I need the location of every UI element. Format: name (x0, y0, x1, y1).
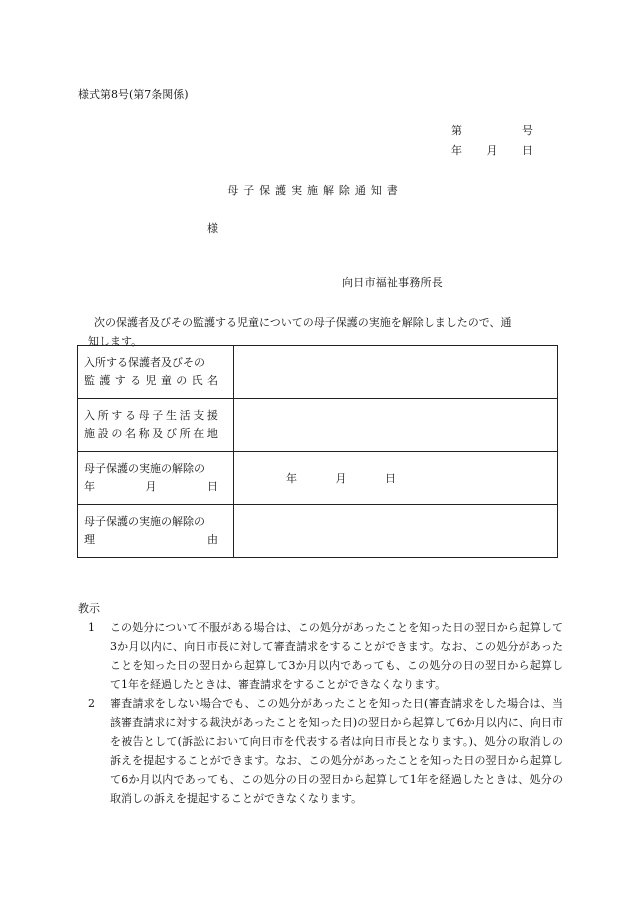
list-item (88, 694, 563, 808)
label-line-justified (84, 425, 218, 443)
label-char: 氏 (191, 374, 203, 387)
label-char: 援 (206, 409, 218, 422)
label-line-justified (84, 407, 218, 425)
note-text: この処分について不服がある場合は、この処分があったことを知った日の翌日から起算して3か月以内に、向日市長に対して審査請求をすることができます。なお、この処分があったことを知った日の翌日から起算して3か月以内であっても、この処分の日の翌日から起算して1年を経過したときは、審査請求をすることができなくなります。 (110, 621, 563, 691)
date-month: 月 (486, 144, 498, 157)
notes-list (88, 618, 563, 808)
doc-number-suffix: 号 (522, 124, 533, 137)
document-title: 母子保護実施解除通知書 (227, 184, 403, 197)
document-number (451, 122, 533, 138)
label-char: る (130, 374, 142, 387)
sender-name: 向日市福祉事務所長 (342, 276, 443, 289)
doc-number-prefix: 第 (451, 124, 462, 137)
note-text: 審査請求をしない場合でも、この処分があったことを知った日(審査請求をした場合は、当該審査請求に対する裁決があったことを知った日)の翌日から起算して6か月以内に、向日市を被告として(訴訟において向日市を代表する者は向日市長となります。)、処分の取消しの訴えを提起することができます。なお、この処分があったことを知った日の翌日から起算して6か月以内であっても、この処分の日の翌日から起算して1年を経過したときは、処分の取消しの訴えを提起することができなくなります。 (110, 697, 563, 805)
label-char: 生 (165, 409, 177, 422)
label-line: 母子保護の実施の解除の (84, 515, 205, 528)
table-row-release-date (78, 452, 558, 505)
label-line-justified (84, 372, 218, 390)
label-char: 子 (152, 409, 164, 422)
label-char: 由 (207, 533, 218, 546)
label-line: 母子保護の実施の解除の (84, 462, 205, 475)
label-char: 入 (84, 409, 95, 422)
label-char: す (111, 409, 123, 422)
release-date-fields (286, 470, 396, 486)
label-char: 童 (160, 374, 172, 387)
label-char: 児 (145, 374, 157, 387)
value-guardian[interactable] (234, 346, 558, 399)
label-facility (78, 399, 234, 452)
label-char: 理 (84, 533, 95, 546)
label-char: 年 (84, 480, 95, 493)
release-day: 日 (385, 472, 396, 485)
addressee-suffix: 様 (207, 222, 218, 235)
label-char: す (114, 374, 126, 387)
label-char: の (176, 374, 188, 387)
label-char: 活 (179, 409, 191, 422)
label-char: 地 (206, 427, 218, 440)
table-row-guardian (78, 346, 558, 399)
label-guardian (78, 346, 234, 399)
value-facility[interactable] (234, 399, 558, 452)
release-month: 月 (335, 472, 347, 485)
label-char: 所 (97, 409, 109, 422)
label-char: 月 (145, 480, 157, 493)
label-line-justified (84, 531, 218, 549)
date-year: 年 (451, 144, 462, 157)
list-item (88, 618, 563, 694)
label-char: 設 (97, 427, 109, 440)
label-char: 監 (84, 374, 95, 387)
date-day: 日 (522, 144, 533, 157)
label-char: 護 (99, 374, 111, 387)
intro-line-2: 知します。 (88, 335, 143, 348)
label-char: 日 (207, 480, 218, 493)
notes-heading: 教示 (78, 602, 100, 615)
value-release-date[interactable] (234, 452, 558, 505)
label-char: 名 (124, 427, 136, 440)
value-release-reason[interactable] (234, 505, 558, 558)
label-release-reason (78, 505, 234, 558)
release-year: 年 (286, 472, 297, 485)
info-table (77, 345, 558, 558)
note-number: 2 (88, 697, 95, 710)
note-number: 1 (88, 621, 95, 634)
label-char: 名 (207, 374, 218, 387)
form-number: 様式第8号(第7条関係) (78, 88, 189, 101)
label-line: 入所する保護者及びその (84, 356, 205, 369)
label-line-justified (84, 478, 218, 496)
table-row-facility (78, 399, 558, 452)
label-release-date (78, 452, 234, 505)
document-date (451, 142, 533, 158)
label-char: 支 (193, 409, 205, 422)
label-char: 施 (84, 427, 95, 440)
label-char: 及 (152, 427, 164, 440)
label-char: 所 (179, 427, 191, 440)
label-char: 称 (138, 427, 150, 440)
label-char: び (165, 427, 177, 440)
label-char: 母 (138, 409, 150, 422)
intro-line-1: 次の保護者及びその監護する児童についての母子保護の実施を解除しましたので、通 (94, 316, 512, 329)
table-row-release-reason (78, 505, 558, 558)
label-char: 在 (193, 427, 205, 440)
label-char: の (111, 427, 123, 440)
label-char: る (124, 409, 136, 422)
